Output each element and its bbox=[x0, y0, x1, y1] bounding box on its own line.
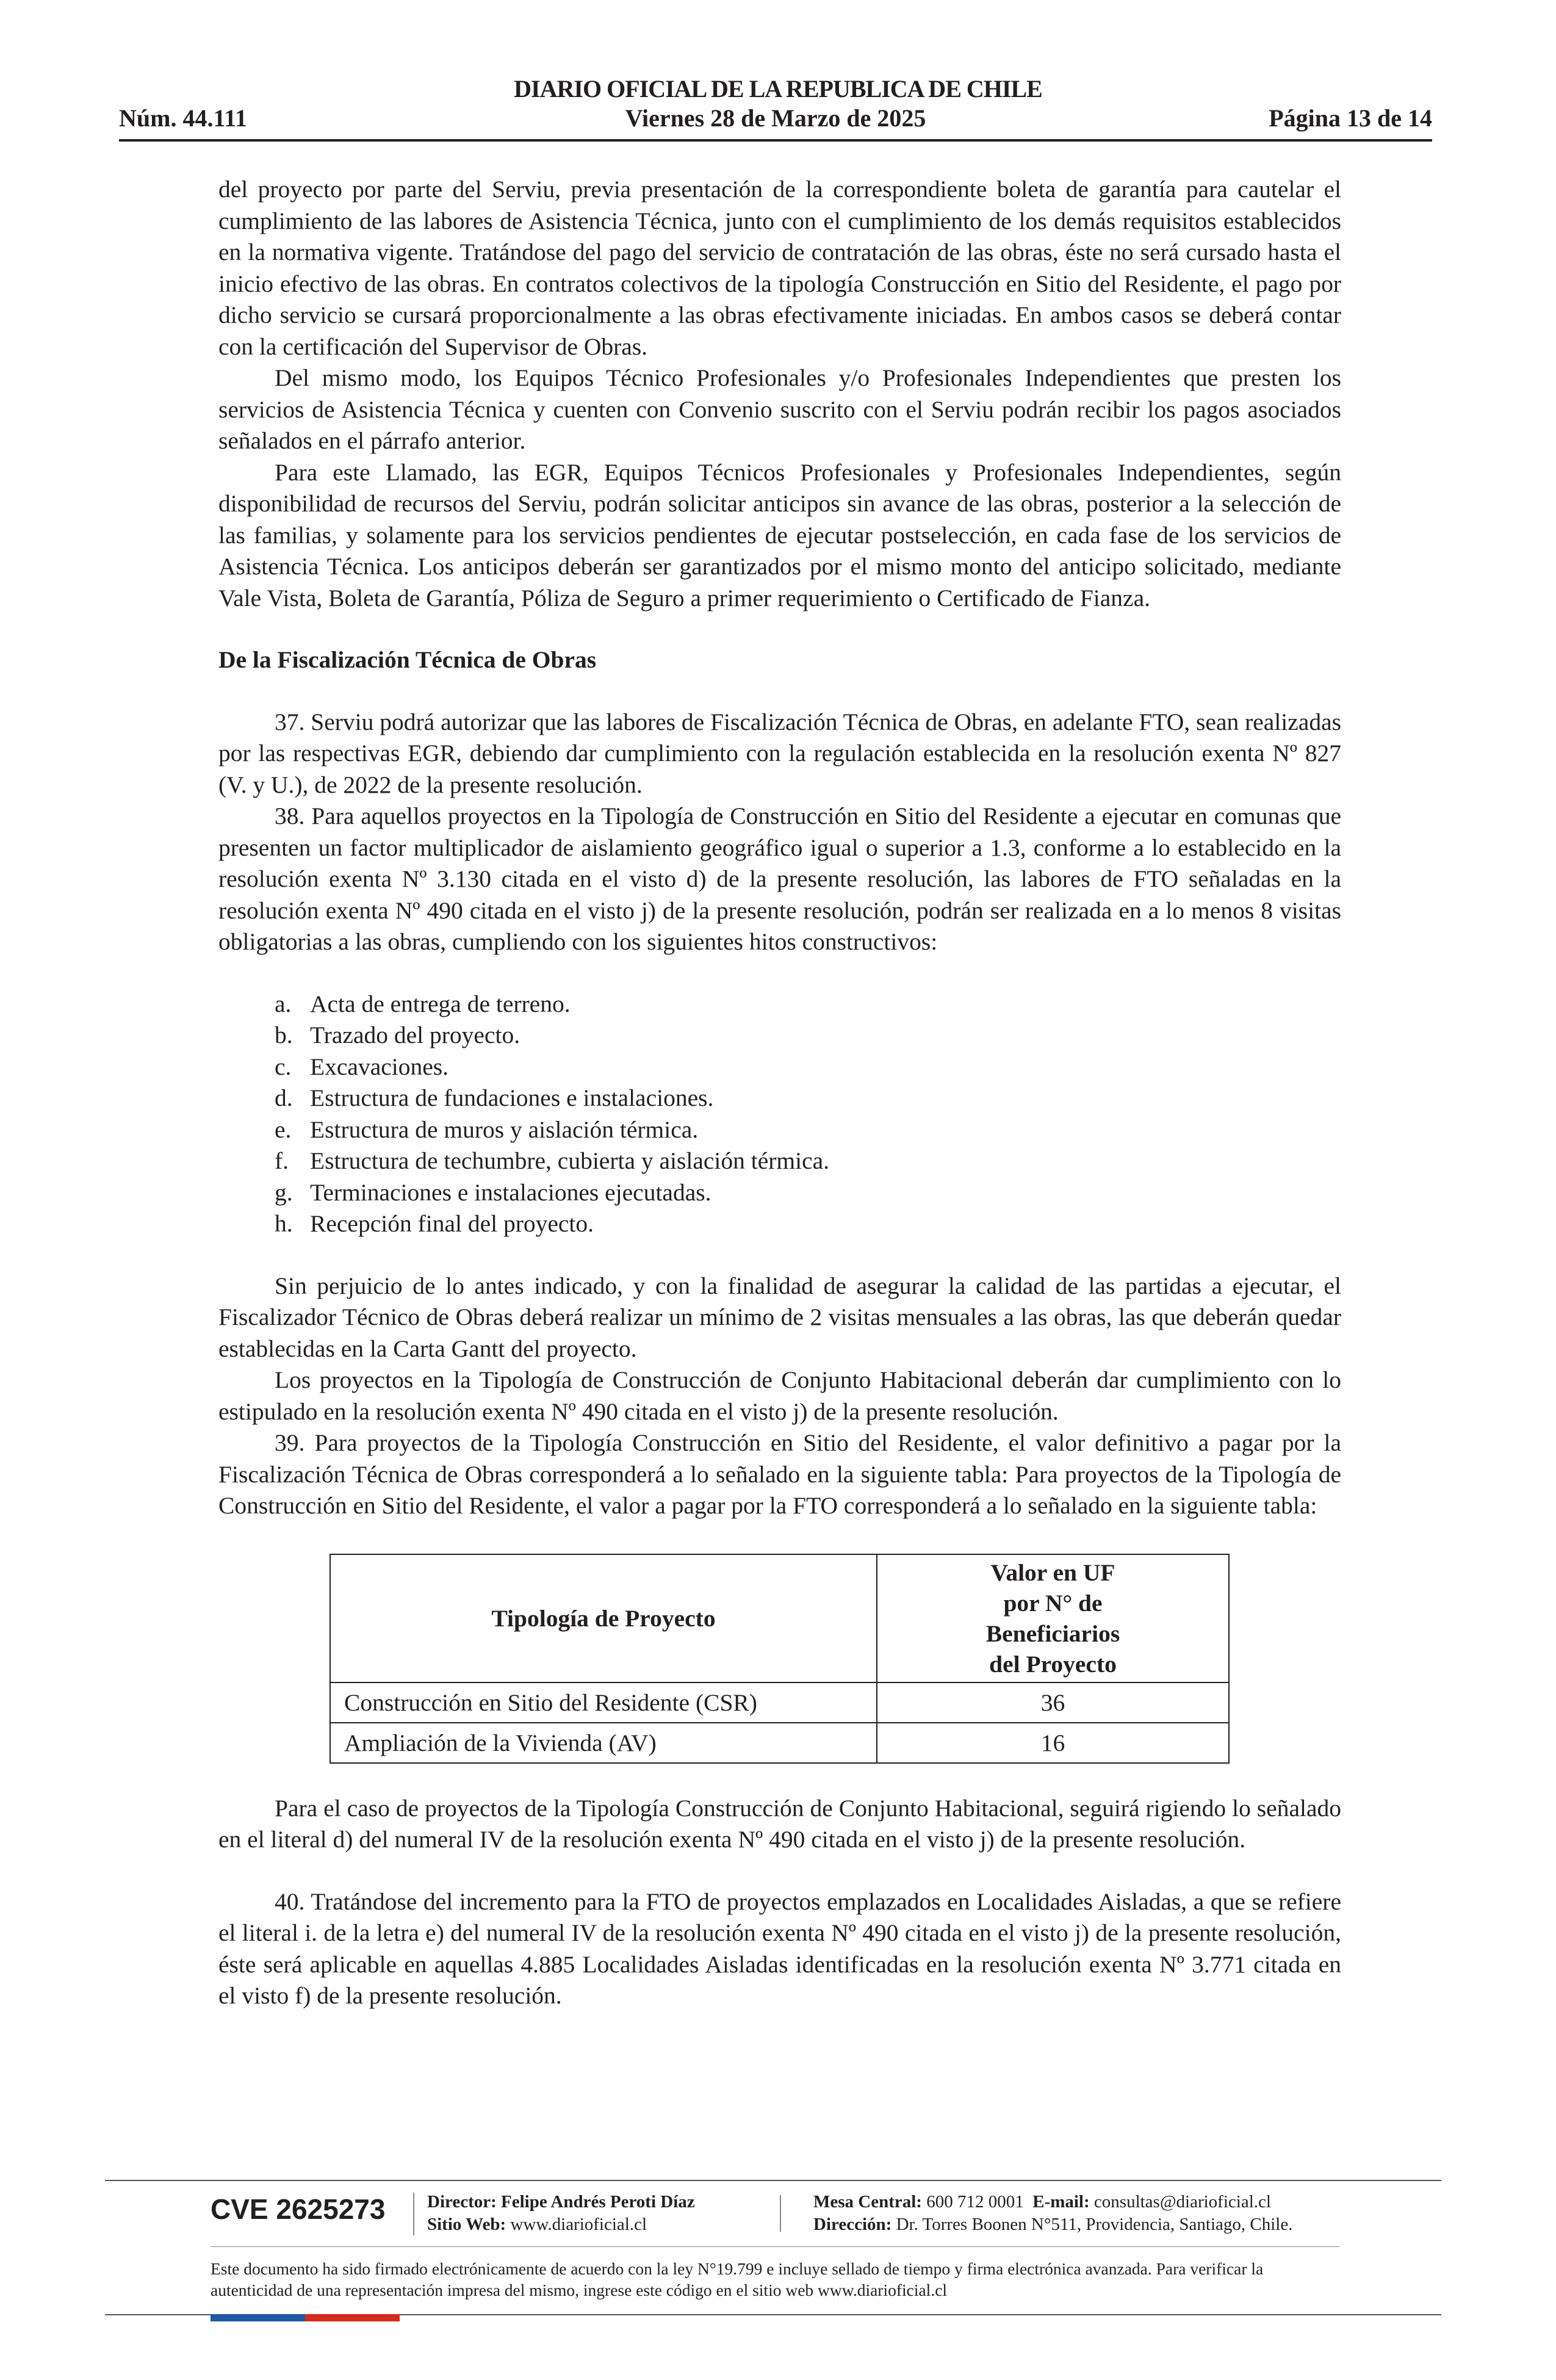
page-header bbox=[119, 104, 1432, 135]
table-header: Tipología de Proyecto bbox=[330, 1554, 877, 1682]
paragraph: Para este Llamado, las EGR, Equipos Técnicos Profesionales y Profesionales Independientes, según disponibilidad de recursos del Serviu, podrán solicitar anticipos sin avance de las obras, posterior a la selección de las familias, y solamente para los servicios pendientes de ejecutar postselección, en cada fase de los servicios de Asistencia Técnica. Los anticipos deberán ser garantizados por el mismo monto del anticipo solicitado, mediante Vale Vista, Boleta de Garantía, Póliza de Seguro a primer requerimiento o Certificado de Fianza. bbox=[218, 458, 1341, 611]
flag-bar-red bbox=[305, 2314, 400, 2321]
footer-contact: Mesa Central: 600 712 0001 E-mail: consultas@diarioficial.cl Dirección: Dr. Torres Boonen N°511, Providencia, Santiago, Chile. bbox=[813, 2192, 1293, 2234]
footer-director: Director: Felipe Andrés Peroti Díaz Sitio Web: www.diarioficial.cl bbox=[427, 2192, 695, 2234]
page-number: Página 13 de 14 bbox=[1269, 104, 1432, 132]
list-item: b. Trazado del proyecto. bbox=[275, 1022, 520, 1048]
footer-divider bbox=[413, 2193, 414, 2235]
section-heading: De la Fiscalización Técnica de Obras bbox=[218, 646, 597, 673]
paragraph-38: 38. Para aquellos proyectos en la Tipología de Construcción en Sitio del Residente a ejecutar en comunas que presenten un factor multiplicador de aislamiento geográfico igual o superior a 1.3, conforme a lo establecido en la resolución exenta Nº 3.130 citada en el visto d) de la presente resolución, las labores de FTO señaladas en la resolución exenta Nº 490 citada en el visto j) de la presente resolución, podrán ser realizada en a lo menos 8 visitas obligatorias a las obras, cumpliendo con los siguientes hitos constructivos: bbox=[218, 802, 1341, 955]
hitos-list bbox=[275, 989, 1341, 1240]
paragraph: Los proyectos en la Tipología de Construcción de Conjunto Habitacional deberán dar cumplimiento con lo estipulado en la resolución exenta Nº 490 citada en el visto j) de la presente resolución. bbox=[218, 1366, 1341, 1425]
paragraph-39: 39. Para proyectos de la Tipología Construcción en Sitio del Residente, el valor definitivo a pagar por la Fiscalización Técnica de Obras corresponderá a lo señalado en la siguiente tabla: Para proyectos de la Tipología de Construcción en Sitio del Residente, el valor a pagar por la FTO corresponderá a lo señalado en la siguiente tabla: bbox=[218, 1429, 1341, 1519]
cve-code: CVE 2625273 bbox=[211, 2193, 386, 2225]
list-item: e. Estructura de muros y aislación térmica. bbox=[275, 1116, 699, 1143]
table-row: Construcción en Sitio del Residente (CSR) 36 bbox=[330, 1682, 1229, 1723]
list-item: g. Terminaciones e instalaciones ejecutadas. bbox=[275, 1178, 711, 1206]
issue-date: Viernes 28 de Marzo de 2025 bbox=[625, 104, 926, 132]
footer-rule bbox=[105, 2180, 1441, 2181]
paragraph: Para el caso de proyectos de la Tipología Construcción de Conjunto Habitacional, seguirá rigiendo lo señalado en el literal d) del numeral IV de la resolución exenta Nº 490 citada en el visto j) de la presente resolución. bbox=[218, 1794, 1341, 1853]
table-row: Ampliación de la Vivienda (AV) 16 bbox=[330, 1723, 1229, 1763]
list-item: h. Recepción final del proyecto. bbox=[275, 1210, 594, 1237]
header-rule bbox=[119, 139, 1432, 142]
table-header: Valor en UF por N° de Beneficiarios del Proyecto bbox=[877, 1554, 1229, 1682]
legal-notice: Este documento ha sido firmado electrónicamente de acuerdo con la ley N°19.799 e incluye sellado de tiempo y firma electrónica avanzada. Para verificar la autenticidad de una representación impresa del mismo, ingrese este código en el sitio web www.diarioficial.cl bbox=[211, 2259, 1264, 2299]
paragraph: del proyecto por parte del Serviu, previa presentación de la correspondiente boleta de garantía para cautelar el cumplimiento de las labores de Asistencia Técnica, junto con el cumplimiento de los demás requisitos establecidos en la normativa vigente. Tratándose del pago del servicio de contratación de las obras, éste no será cursado hasta el inicio efectivo de las obras. En contratos colectivos de la tipología Construcción en Sitio del Residente, el pago por dicho servicio se cursará proporcionalmente a las obras efectivamente iniciadas. En ambos casos se deberá contar con la certificación del Supervisor de Obras. bbox=[218, 176, 1341, 360]
paragraph-37: 37. Serviu podrá autorizar que las labores de Fiscalización Técnica de Obras, en adelante FTO, sean realizadas por las respectivas EGR, debiendo dar cumplimiento con la regulación establecida en la resolución exenta Nº 827 (V. y U.), de 2022 de la presente resolución. bbox=[218, 708, 1341, 798]
list-item: a. Acta de entrega de terreno. bbox=[275, 990, 571, 1017]
list-item: f. Estructura de techumbre, cubierta y aislación térmica. bbox=[275, 1147, 830, 1174]
website-link[interactable]: www.diarioficial.cl bbox=[510, 2215, 647, 2234]
paragraph-40: 40. Tratándose del incremento para la FTO de proyectos emplazados en Localidades Aisladas, a que se refiere el literal i. de la letra e) del numeral IV de la resolución exenta Nº 490 citada en el visto j) de la presente resolución, éste será aplicable en aquellas 4.885 Localidades Aisladas identificadas en la resolución exenta Nº 3.771 citada en el visto f) de la presente resolución. bbox=[218, 1888, 1341, 2009]
list-item: c. Excavaciones. bbox=[275, 1053, 449, 1080]
paragraph: Del mismo modo, los Equipos Técnico Profesionales y/o Profesionales Independientes que presten los servicios de Asistencia Técnica y cuenten con Convenio suscrito con el Serviu podrán recibir los pagos asociados señalados en el párrafo anterior. bbox=[218, 364, 1341, 454]
document-body bbox=[218, 174, 1341, 2012]
issue-number: Núm. 44.111 bbox=[119, 104, 248, 132]
flag-bar-blue bbox=[211, 2314, 305, 2321]
newspaper-title: DIARIO OFICIAL DE LA REPUBLICA DE CHILE bbox=[514, 75, 1042, 103]
paragraph: Sin perjuicio de lo antes indicado, y con la finalidad de asegurar la calidad de las partidas a ejecutar, el Fiscalizador Técnico de Obras deberá realizar un mínimo de 2 visitas mensuales a las obras, las que deberán quedar establecidas en la Carta Gantt del proyecto. bbox=[218, 1272, 1341, 1362]
fto-value-table bbox=[330, 1554, 1230, 1764]
list-item: d. Estructura de fundaciones e instalaciones. bbox=[275, 1084, 714, 1111]
email-link[interactable]: consultas@diarioficial.cl bbox=[1093, 2192, 1271, 2212]
footer-rule bbox=[211, 2246, 1339, 2247]
footer-divider bbox=[780, 2195, 781, 2232]
